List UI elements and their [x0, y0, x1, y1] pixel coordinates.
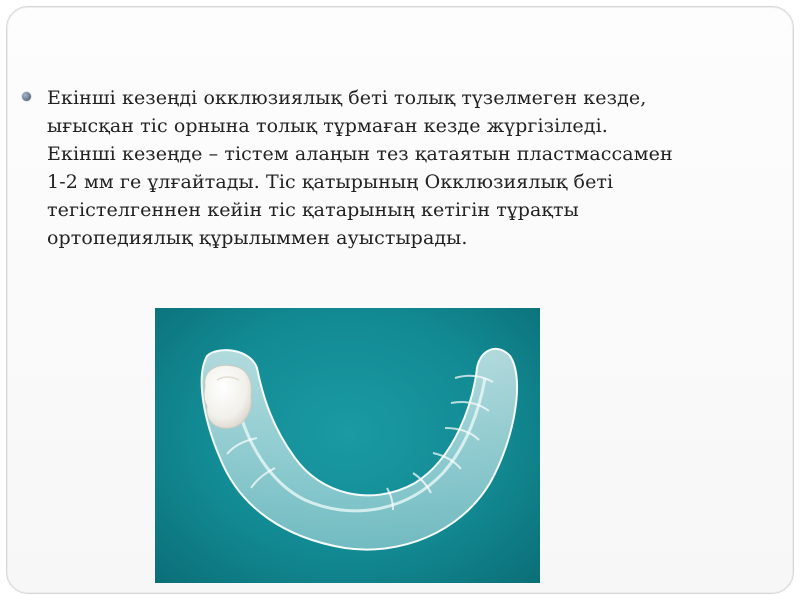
paragraph-line: 1-2 мм ге ұлғайтады. Тіс қатырының Окклюзиялық беті: [47, 171, 614, 193]
paragraph-line: ортопедиялық құрылыммен ауыстырады.: [47, 227, 468, 249]
replacement-tooth: [204, 365, 251, 428]
paragraph-line: тегістелгеннен кейін тіс қатарының кетігін тұрақты: [47, 199, 579, 221]
bullet-icon: [22, 92, 31, 101]
paragraph-line: Екінші кезеңді окклюзиялық беті толық түзелмеген кезде,: [47, 87, 647, 109]
bullet-paragraph: [47, 84, 757, 252]
paragraph-line: Екінші кезеңде – тістем алаңын тез қатаятын пластмассамен: [47, 143, 673, 165]
paragraph-line: ығысқан тіс орнына толық тұрмаған кезде жүргізіледі.: [47, 115, 608, 137]
dental-splint-photo: [155, 308, 540, 583]
dental-splint-illustration: [155, 308, 540, 583]
